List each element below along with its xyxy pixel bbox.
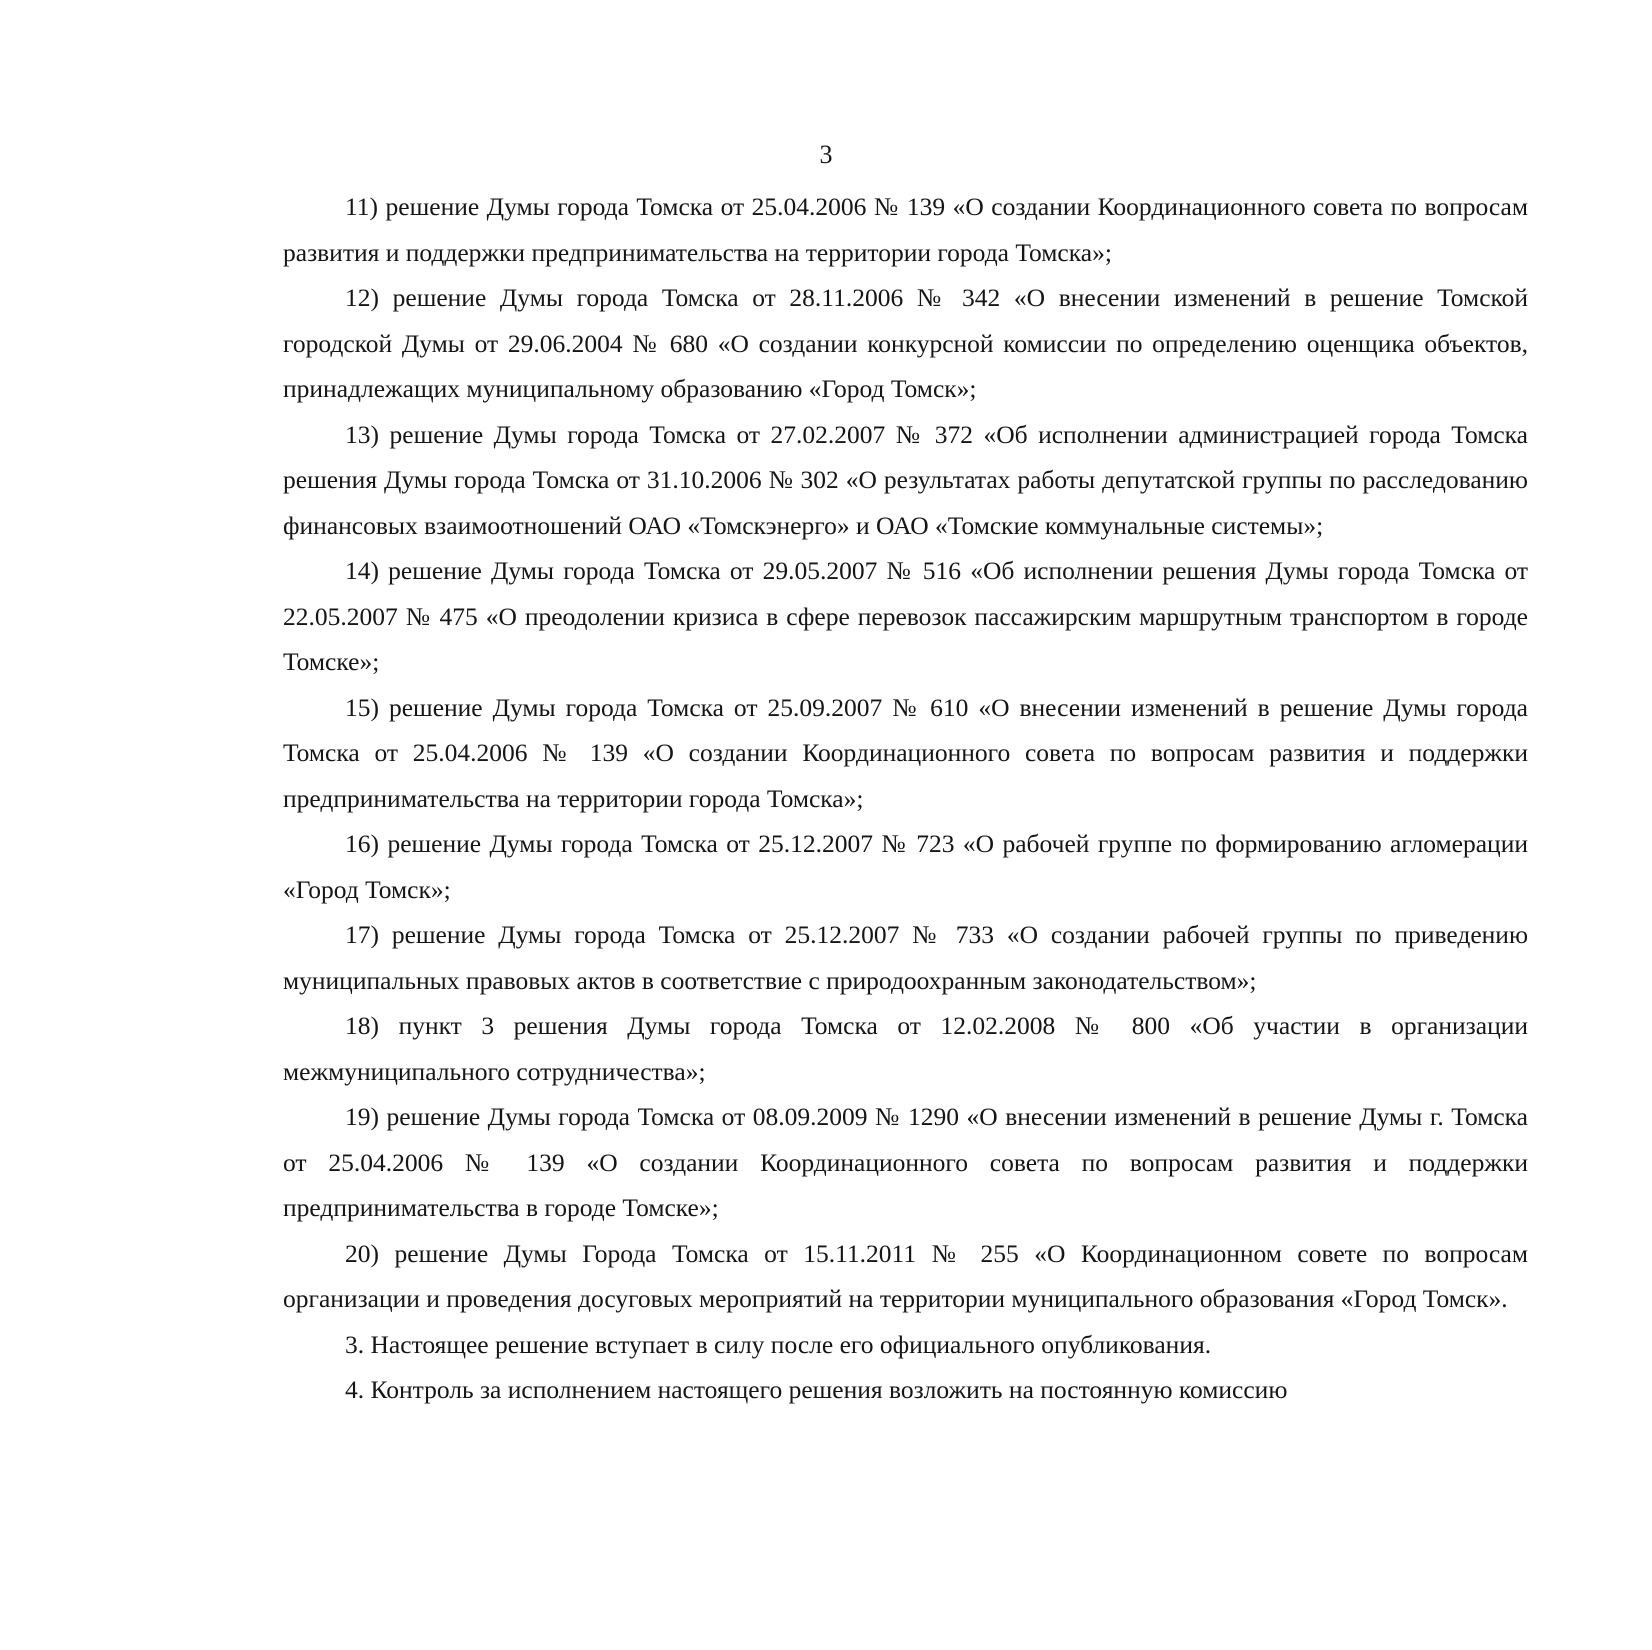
- item-number: 15): [345, 692, 379, 722]
- item-number: 4.: [345, 1375, 365, 1404]
- list-item-15: [283, 685, 1528, 822]
- list-item-12: [283, 275, 1528, 412]
- item-number: 11): [345, 192, 379, 221]
- document-body: [283, 184, 1528, 1413]
- item-number: 12): [345, 283, 379, 312]
- item-text: пункт 3 решения Думы города Томска от 12.02.2008 № 800 «Об участии в организации межмуниципального сотрудничества»;: [283, 1011, 1529, 1086]
- item-number: 13): [345, 419, 379, 449]
- item-number: 3.: [345, 1329, 365, 1359]
- item-text: решение Думы города Томска от 27.02.2007 № 372 «Об исполнении администрацией города Томска решения Думы города Томска от 31.10.2006 № 302 «О результатах работы депутатской группы по расследованию финансовых взаимоотношений ОАО «Томскэнерго» и ОАО «Томские коммунальные системы»;: [283, 419, 1528, 540]
- item-text: решение Думы города Томска от 25.04.2006 № 139 «О создании Координационного совета по вопросам развития и поддержки предпринимательства на территории города Томска»;: [283, 192, 1528, 267]
- item-number: 17): [345, 920, 379, 949]
- list-item-17: [283, 912, 1528, 1003]
- item-text: решение Думы города Томска от 29.05.2007 № 516 «Об исполнении решения Думы города Томска от 22.05.2007 № 475 «О преодолении кризиса в сфере перевозок пассажирским маршрутным транспортом в городе Томске»;: [283, 556, 1529, 676]
- list-item-19: [283, 1094, 1528, 1231]
- item-number: 18): [345, 1011, 379, 1040]
- list-item-20: [283, 1231, 1528, 1322]
- item-number: 20): [345, 1238, 379, 1268]
- page-number: 3: [819, 140, 833, 169]
- item-text: Контроль за исполнением настоящего решения возложить на постоянную комиссию: [370, 1375, 1288, 1404]
- item-text: решение Думы города Томска от 08.09.2009 № 1290 «О внесении изменений в решение Думы г. Томска от 25.04.2006 № 139 «О создании Координационного совета по вопросам развития и поддержки предпринимательства в городе Томске»;: [283, 1102, 1529, 1222]
- item-text: решение Думы города Томска от 25.12.2007 № 733 «О создании рабочей группы по приведению муниципальных правовых актов в соответствие с природоохранным законодательством»;: [283, 920, 1529, 995]
- list-item-18: [283, 1003, 1528, 1094]
- list-item-13: [283, 412, 1528, 549]
- item-text: Настоящее решение вступает в силу после его официального опубликования.: [370, 1329, 1212, 1359]
- item-number: 14): [345, 556, 379, 585]
- item-number: 16): [345, 829, 379, 858]
- item-text: решение Думы города Томска от 25.09.2007 № 610 «О внесении изменений в решение Думы города Томска от 25.04.2006 № 139 «О создании Координационного совета по вопросам развития и поддержки предпринимательства на территории города Томска»;: [283, 692, 1528, 813]
- section-item-4: [283, 1367, 1528, 1413]
- item-text: решение Думы города Томска от 28.11.2006 № 342 «О внесении изменений в решение Томской городской Думы от 29.06.2004 № 680 «О создании конкурсной комиссии по определению оценщика объектов, принадлежащих муниципальному образованию «Город Томск»;: [283, 283, 1529, 403]
- section-item-3: [283, 1322, 1528, 1368]
- item-text: решение Думы Города Томска от 15.11.2011 № 255 «О Координационном совете по вопросам организации и проведения досуговых мероприятий на территории муниципального образования «Город Томск».: [283, 1238, 1528, 1313]
- list-item-16: [283, 821, 1528, 912]
- item-number: 19): [345, 1102, 379, 1131]
- item-text: решение Думы города Томска от 25.12.2007 № 723 «О рабочей группе по формированию агломерации «Город Томск»;: [283, 829, 1528, 904]
- list-item-14: [283, 548, 1528, 685]
- list-item-11: [283, 184, 1528, 275]
